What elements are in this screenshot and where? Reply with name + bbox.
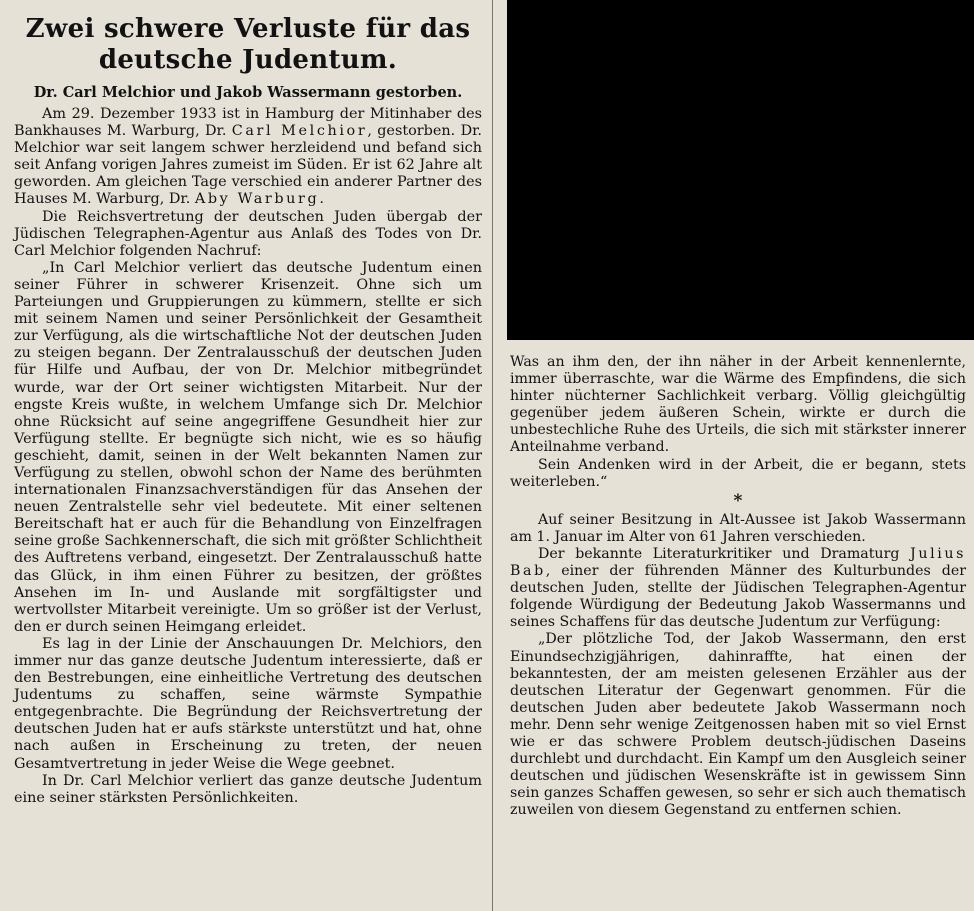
headline-line-2: deutsche Judentum. (98, 45, 398, 75)
paragraph-obituary-quote: „In Carl Melchior verliert das deutsche Judentum einen seiner Führer in schwerer Krisenzeit. Ohne sich um Parteiungen und Gruppierungen zu kümmern, stellte er sich mit seinem Namen und seiner Persönlichkeit der Gesamtheit zur Verfügung, als die wirtschaftliche Not der deutschen Juden zu steigen begann. Der Zentralausschuß der deutschen Juden für Hilfe und Aufbau, der von Dr. Melchior mitbegründet wurde, war der Ort seiner wichtigsten Mitarbeit. Nur der engste Kreis wußte, in welchem Umfange sich Dr. Melchior ohne Rücksicht auf seine angegriffene Gesundheit hier zur Verfügung stellte. Er begnügte sich nicht, wie es so häufig geschieht, damit, seinen in der Welt bekannten Namen zur Verfügung zu stellen, obwohl schon der Name des berühmten internationalen Finanzsachverständigen für das Ansehen der neuen Zentralstelle sehr viel bedeutete. Mit einer seltenen Bereitschaft hat er auch für die Behandlung von Einzelfragen seine große Sachkennerschaft, die sich mit größter Schlichtheit des Auftretens verband, eingesetzt. Der Zentralausschuß hatte das Glück, in ihm einen Führer zu besitzen, der größtes Ansehen im In- und Auslande mit sorgfältigster und wertvollster Mitarbeit vereinigte. Um so größer ist der Verlust, den er durch seinen Heimgang erleidet. (14, 259, 482, 635)
section-separator: * (733, 490, 743, 511)
name-aby-warburg: Aby Warburg (194, 191, 320, 208)
headline (14, 14, 482, 76)
paragraph-obituary-closing: In Dr. Carl Melchior verliert das ganze deutsche Judentum eine seiner stärksten Persönlichkeiten. (14, 772, 482, 806)
column-divider (492, 0, 507, 911)
paragraph-warmth: Was an ihm den, der ihn näher in der Arbeit kennenlernte, immer überraschte, war die Wärme des Empfindens, die sich hinter nüchterner Sachlichkeit verbarg. Völlig gleichgültig gegenüber jedem äußeren Schein, wirkte er durch die unbestechliche Ruhe des Urteils, die sich mit stärkster innerer Anteilnahme verband. (510, 354, 966, 456)
paragraph-andenken: Sein Andenken wird in der Arbeit, die er begann, stets weiterleben.“ (510, 456, 966, 490)
paragraph-melchior-death: Am 29. Dezember 1933 ist in Hamburg der Mitinhaber des Bankhauses M. Warburg, Dr. Carl Melchior, gestorben. Dr. Melchior war seit langem schwer herzleidend und befand sich seit Anfang vorigen Jahres zumeist im Süden. Er ist 62 Jahre alt geworden. Am gleichen Tage verschied ein anderer Partner des Hauses M. Warburg, Dr. Aby Warburg. (14, 106, 482, 208)
paragraph-reichsvertretung-intro: Die Reichsvertretung der deutschen Juden übergab der Jüdischen Telegraphen-Agentur aus Anlaß des Todes von Dr. Carl Melchior folgenden Nachruf: (14, 208, 482, 259)
headline-line-1: Zwei schwere Verluste für das (25, 14, 471, 44)
subheadline: Dr. Carl Melchior und Jakob Wassermann gestorben. (33, 84, 463, 101)
paragraph-obituary-linie: Es lag in der Linie der Anschauungen Dr. Melchiors, den immer nur das ganze deutsche Judentum interessierte, daß er den Bestrebungen, eine einheitliche Vertretung des deutschen Judentums zu schaffen, seine wärmste Sympathie entgegenbrachte. Die Begründung der Reichsvertretung der deutschen Juden hat er aufs stärkste unterstützt und hat, ohne nach außen in Erscheinung zu treten, der neuen Gesamtvertretung in jeder Weise die Wege geebnet. (14, 635, 482, 772)
paragraph-wassermann-death: Auf seiner Besitzung in Alt-Aussee ist Jakob Wassermann am 1. Januar im Alter von 61 Jahren verschieden. (510, 511, 966, 545)
paragraph-bab-tribute: „Der plötzliche Tod, der Jakob Wassermann, den erst Einundsechzigjährigen, dahinraffte, hat einen der bekanntesten, der am meisten gelesenen Erzähler aus der deutschen Literatur der Gegenwart genommen. Für die deutschen Juden aber bedeutete Jakob Wassermann noch mehr. Denn sehr wenige Zeitgenossen haben mit so viel Ernst wie er das schwere Problem deutsch-jüdischen Daseins durchlebt und durchdacht. Ein Kampf um den Ausgleich seiner deutschen und jüdischen Wesenskräfte ist in gewissem Sinn sein ganzes Schaffen gewesen, so sehr er sich auch thematisch zuweilen von diesem Gegenstand zu entfernen schien. (510, 631, 966, 819)
right-column (506, 340, 974, 911)
name-julius-bab: Julius Bab (510, 545, 966, 580)
paragraph-julius-bab: Der bekannte Literaturkritiker und Dramaturg Julius Bab, einer der führenden Männer des Kulturbundes der deutschen Juden, stellte der Jüdischen Telegraphen-Agentur folgende Würdigung der Bedeutung Jakob Wassermanns und seines Schaffens für das deutsche Judentum zur Verfügung: (510, 545, 966, 631)
name-carl-melchior: Carl Melchior (231, 123, 368, 140)
